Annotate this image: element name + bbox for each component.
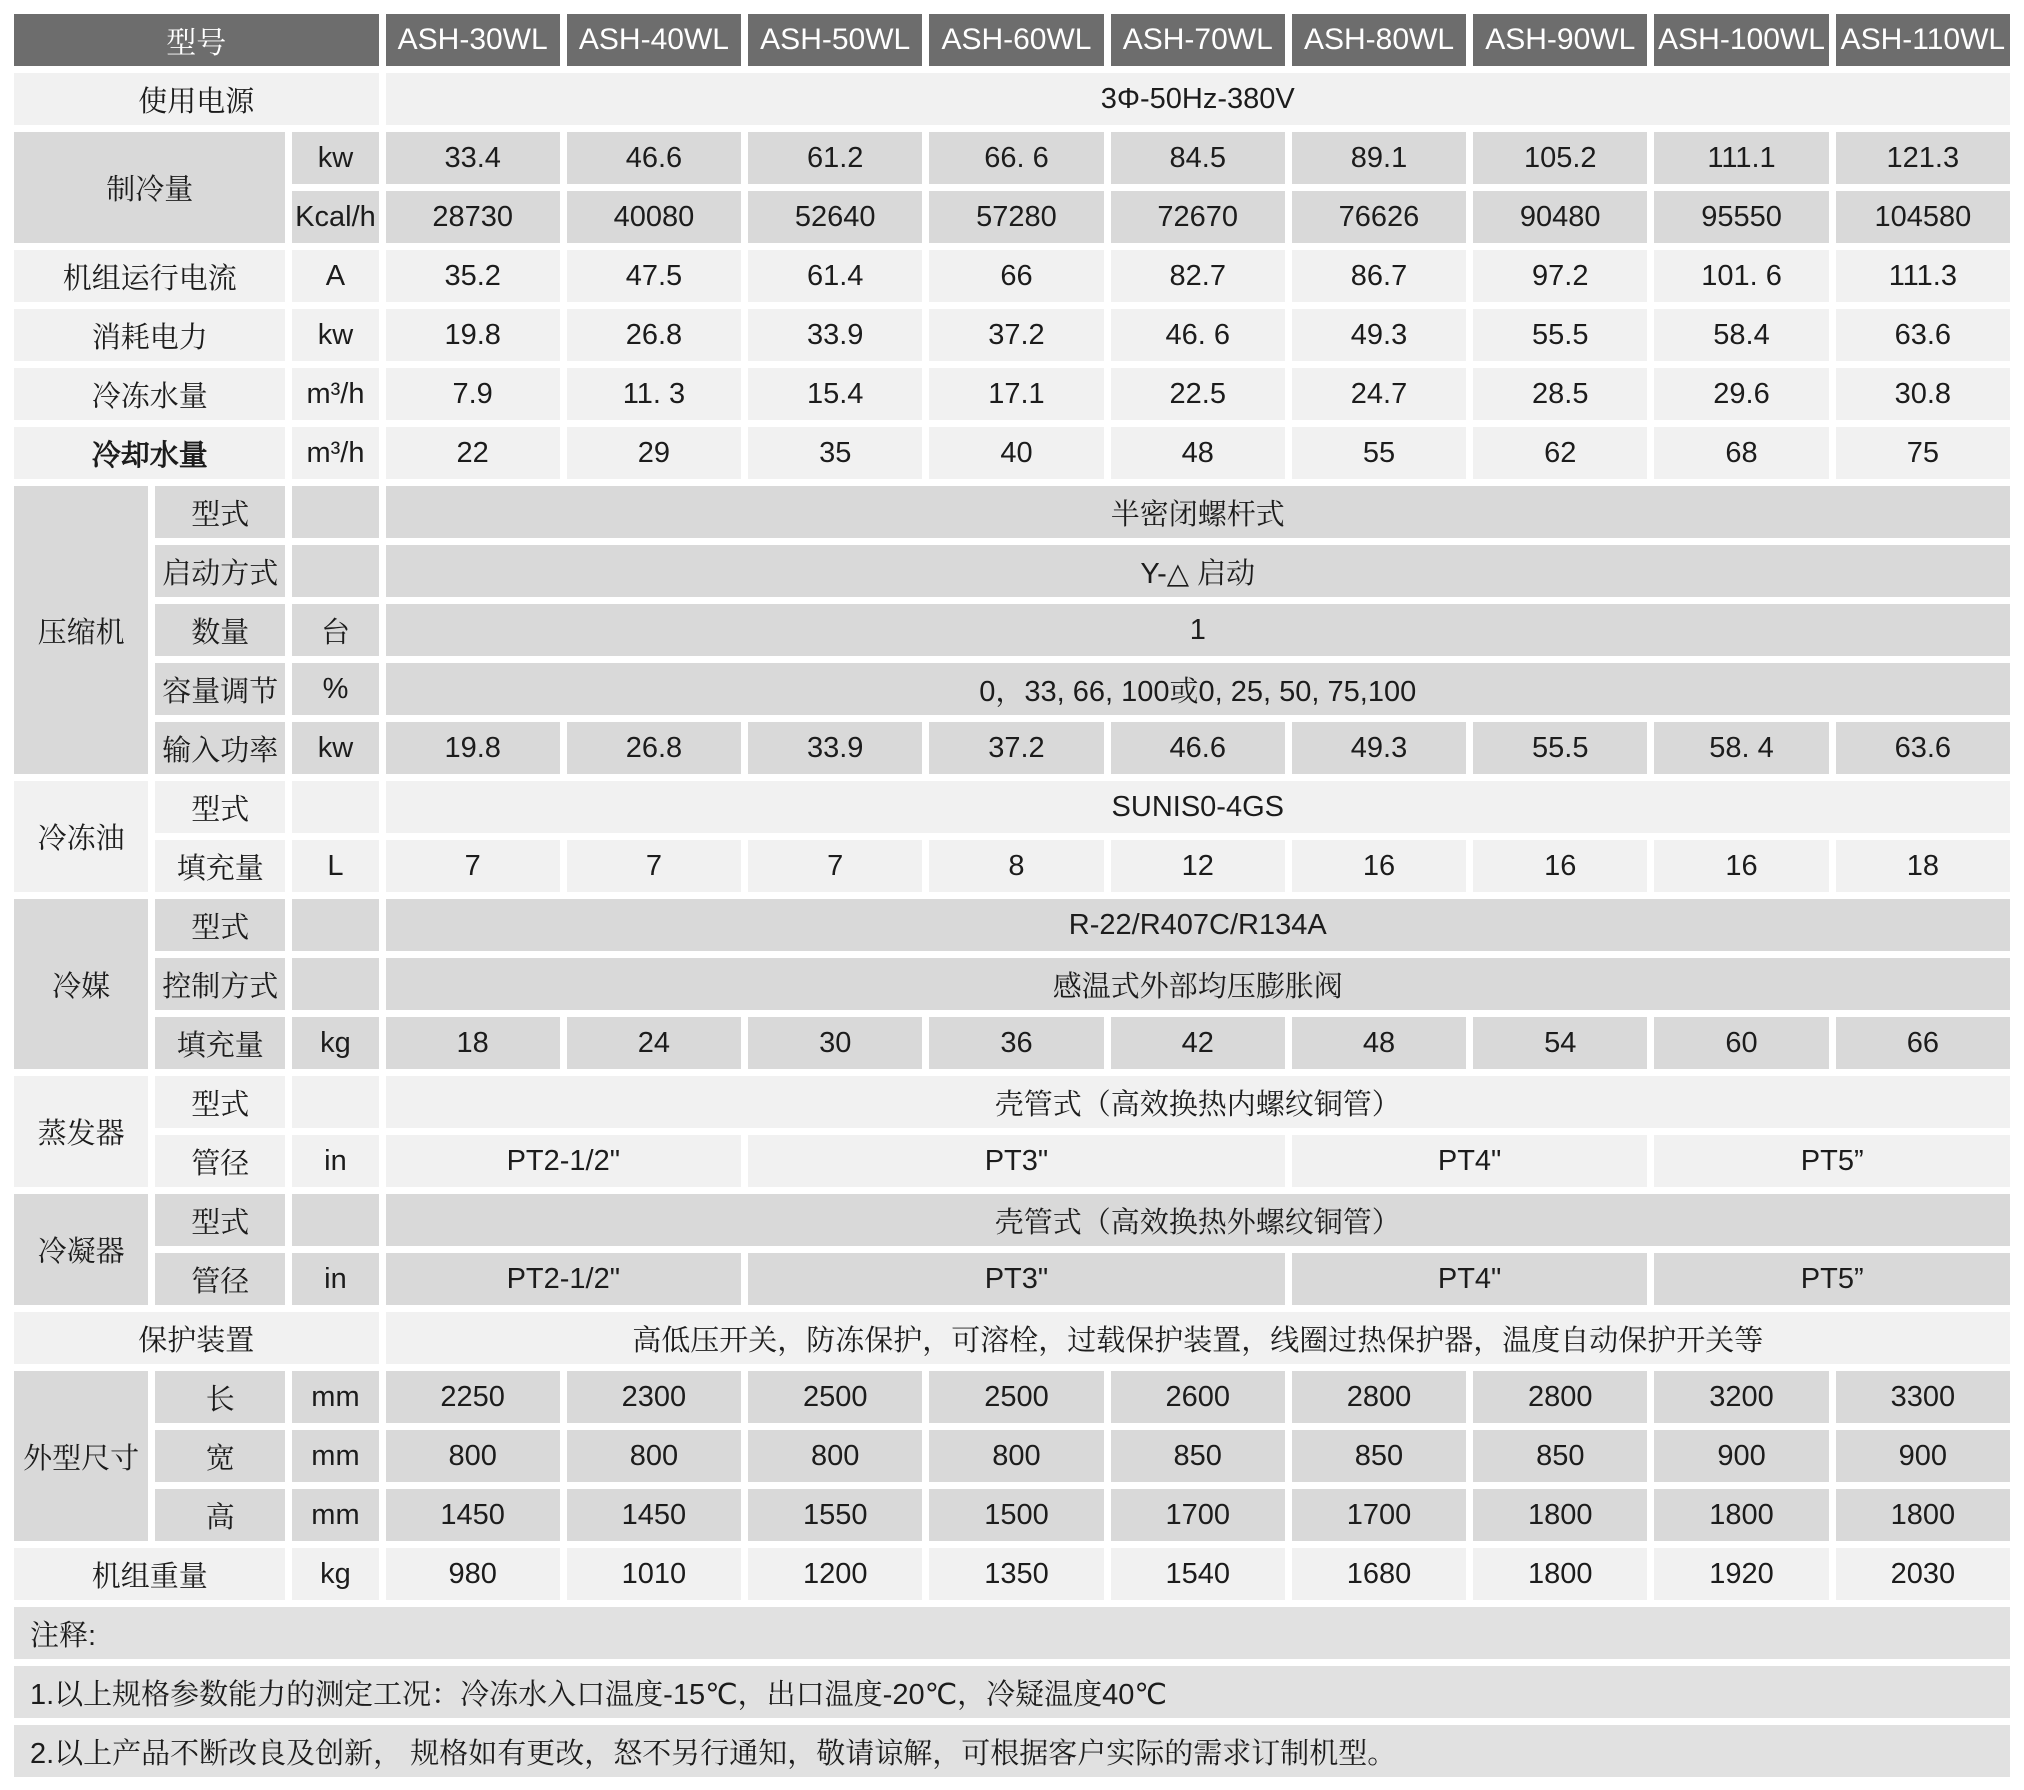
evaporator-row-0 — [14, 1076, 2010, 1128]
refrigeration-oil-unit-2 — [292, 781, 378, 833]
cooling-capacity-unit-0: Kcal/h — [292, 191, 378, 243]
cooling-water-flow-value-ash-110wl: 75 — [1836, 427, 2010, 479]
chilled-water-flow-value-ash-90wl: 28.5 — [1473, 368, 1647, 420]
cooling-capacity-value-ash-100wl: 95550 — [1654, 191, 1828, 243]
refrigerant-value-ash-100wl: 60 — [1654, 1017, 1828, 1069]
dimensions-value-ash-50wl: 2500 — [748, 1371, 922, 1423]
power-consumption-value-ash-50wl: 33.9 — [748, 309, 922, 361]
condenser-unit-1: in — [292, 1253, 378, 1305]
evaporator-label-0: 管径 — [155, 1135, 285, 1187]
dimensions-value-ash-30wl: 800 — [386, 1430, 560, 1482]
cooling-water-flow-value-ash-50wl: 35 — [748, 427, 922, 479]
cooling-capacity-value-ash-110wl: 121.3 — [1836, 132, 2010, 184]
compressor-value-ash-100wl: 58. 4 — [1654, 722, 1828, 774]
evaporator-value-5: PT5” — [1654, 1135, 2010, 1187]
dimensions-value-ash-40wl: 2300 — [567, 1371, 741, 1423]
running-current-value-ash-80wl: 86.7 — [1292, 250, 1466, 302]
dimensions-value-ash-90wl: 850 — [1473, 1430, 1647, 1482]
compressor-label-0: 容量调节 — [155, 663, 285, 715]
chilled-water-flow-value-ash-80wl: 24.7 — [1292, 368, 1466, 420]
cooling-water-flow-value-ash-40wl: 29 — [567, 427, 741, 479]
column-header-ash-70wl: ASH-70WL — [1111, 14, 1285, 66]
refrigeration-oil-value-ash-60wl: 8 — [929, 840, 1103, 892]
running-current-row-0 — [14, 250, 2010, 302]
refrigeration-oil-unit-1: L — [292, 840, 378, 892]
power-supply-value-1: 3Φ-50Hz-380V — [386, 73, 2010, 125]
unit-weight-value-ash-110wl: 2030 — [1836, 1548, 2010, 1600]
compressor-value-3: 半密闭螺杆式 — [386, 486, 2010, 538]
refrigeration-oil-value-ash-110wl: 18 — [1836, 840, 2010, 892]
refrigerant-label-1: 型式 — [155, 899, 285, 951]
dimensions-value-ash-80wl: 2800 — [1292, 1371, 1466, 1423]
compressor-unit-1 — [292, 545, 378, 597]
compressor-value-ash-80wl: 49.3 — [1292, 722, 1466, 774]
note-line-0: 注释: — [14, 1607, 2010, 1659]
compressor-value-ash-60wl: 37.2 — [929, 722, 1103, 774]
dimensions-value-ash-90wl: 2800 — [1473, 1371, 1647, 1423]
refrigeration-oil-value-ash-100wl: 16 — [1654, 840, 1828, 892]
refrigeration-oil-value-ash-80wl: 16 — [1292, 840, 1466, 892]
running-current-value-ash-100wl: 101. 6 — [1654, 250, 1828, 302]
condenser-label-0: 管径 — [155, 1253, 285, 1305]
chilled-water-flow-unit-1: m³/h — [292, 368, 378, 420]
dimensions-value-ash-70wl: 850 — [1111, 1430, 1285, 1482]
refrigerant-value-ash-30wl: 18 — [386, 1017, 560, 1069]
dimensions-value-ash-90wl: 1800 — [1473, 1489, 1647, 1541]
refrigeration-oil-value-3: SUNIS0-4GS — [386, 781, 2010, 833]
refrigerant-value-ash-80wl: 48 — [1292, 1017, 1466, 1069]
chilled-water-flow-label-0: 冷冻水量 — [14, 368, 285, 420]
dimensions-value-ash-50wl: 800 — [748, 1430, 922, 1482]
dimensions-value-ash-110wl: 1800 — [1836, 1489, 2010, 1541]
running-current-label-0: 机组运行电流 — [14, 250, 285, 302]
unit-weight-value-ash-40wl: 1010 — [567, 1548, 741, 1600]
cooling-water-flow-label-0: 冷却水量 — [14, 427, 285, 479]
chilled-water-flow-row-0 — [14, 368, 2010, 420]
spec-table — [7, 7, 2017, 1784]
power-consumption-unit-1: kw — [292, 309, 378, 361]
cooling-capacity-value-ash-40wl: 40080 — [567, 191, 741, 243]
compressor-value-2: 0，33, 66, 100或0, 25, 50, 75,100 — [386, 663, 2010, 715]
refrigeration-oil-row-0 — [14, 781, 2010, 833]
refrigerant-value-2: 感温式外部均压膨胀阀 — [386, 958, 2010, 1010]
dimensions-unit-2: mm — [292, 1371, 378, 1423]
power-consumption-value-ash-60wl: 37.2 — [929, 309, 1103, 361]
refrigerant-row-1 — [14, 958, 2010, 1010]
power-consumption-label-0: 消耗电力 — [14, 309, 285, 361]
unit-weight-value-ash-90wl: 1800 — [1473, 1548, 1647, 1600]
cooling-capacity-value-ash-80wl: 76626 — [1292, 191, 1466, 243]
column-header-ash-100wl: ASH-100WL — [1654, 14, 1828, 66]
compressor-row-3 — [14, 663, 2010, 715]
column-header-ash-60wl: ASH-60WL — [929, 14, 1103, 66]
note-line-1: 1.以上规格参数能力的测定工况：冷冻水入口温度-15℃，出口温度-20℃，冷疑温度40℃ — [14, 1666, 2010, 1718]
dimensions-value-ash-100wl: 1800 — [1654, 1489, 1828, 1541]
dimensions-value-ash-110wl: 3300 — [1836, 1371, 2010, 1423]
running-current-value-ash-110wl: 111.3 — [1836, 250, 2010, 302]
cooling-capacity-value-ash-110wl: 104580 — [1836, 191, 2010, 243]
cooling-capacity-value-ash-60wl: 57280 — [929, 191, 1103, 243]
cooling-capacity-unit-1: kw — [292, 132, 378, 184]
chilled-water-flow-value-ash-100wl: 29.6 — [1654, 368, 1828, 420]
power-consumption-value-ash-30wl: 19.8 — [386, 309, 560, 361]
refrigerant-value-ash-90wl: 54 — [1473, 1017, 1647, 1069]
power-consumption-value-ash-100wl: 58.4 — [1654, 309, 1828, 361]
refrigeration-oil-label-0: 填充量 — [155, 840, 285, 892]
compressor-group-0: 压缩机 — [14, 486, 148, 774]
running-current-value-ash-70wl: 82.7 — [1111, 250, 1285, 302]
column-header-ash-90wl: ASH-90WL — [1473, 14, 1647, 66]
refrigeration-oil-row-1 — [14, 840, 2010, 892]
cooling-capacity-value-ash-80wl: 89.1 — [1292, 132, 1466, 184]
cooling-capacity-value-ash-100wl: 111.1 — [1654, 132, 1828, 184]
column-header-ash-40wl: ASH-40WL — [567, 14, 741, 66]
dimensions-value-ash-50wl: 1550 — [748, 1489, 922, 1541]
condenser-value-3: 壳管式（高效换热外螺纹铜管） — [386, 1194, 2010, 1246]
compressor-value-ash-30wl: 19.8 — [386, 722, 560, 774]
condenser-label-1: 型式 — [155, 1194, 285, 1246]
unit-weight-value-ash-30wl: 980 — [386, 1548, 560, 1600]
unit-weight-value-ash-60wl: 1350 — [929, 1548, 1103, 1600]
refrigerant-value-3: R-22/R407C/R134A — [386, 899, 2010, 951]
compressor-row-4 — [14, 722, 2010, 774]
running-current-value-ash-30wl: 35.2 — [386, 250, 560, 302]
compressor-unit-1: % — [292, 663, 378, 715]
evaporator-row-1 — [14, 1135, 2010, 1187]
unit-weight-value-ash-70wl: 1540 — [1111, 1548, 1285, 1600]
cooling-water-flow-value-ash-80wl: 55 — [1292, 427, 1466, 479]
power-consumption-value-ash-70wl: 46. 6 — [1111, 309, 1285, 361]
dimensions-unit-1: mm — [292, 1430, 378, 1482]
refrigerant-value-ash-40wl: 24 — [567, 1017, 741, 1069]
cooling-water-flow-value-ash-90wl: 62 — [1473, 427, 1647, 479]
chilled-water-flow-value-ash-60wl: 17.1 — [929, 368, 1103, 420]
cooling-capacity-value-ash-60wl: 66. 6 — [929, 132, 1103, 184]
refrigerant-value-ash-50wl: 30 — [748, 1017, 922, 1069]
protection-devices-label-0: 保护装置 — [14, 1312, 379, 1364]
refrigerant-unit-1: kg — [292, 1017, 378, 1069]
power-supply-row-0 — [14, 73, 2010, 125]
evaporator-value-3: 壳管式（高效换热内螺纹铜管） — [386, 1076, 2010, 1128]
dimensions-value-ash-40wl: 800 — [567, 1430, 741, 1482]
compressor-value-ash-90wl: 55.5 — [1473, 722, 1647, 774]
dimensions-value-ash-70wl: 2600 — [1111, 1371, 1285, 1423]
compressor-value-ash-70wl: 46.6 — [1111, 722, 1285, 774]
condenser-value-5: PT5” — [1654, 1253, 2010, 1305]
dimensions-value-ash-40wl: 1450 — [567, 1489, 741, 1541]
refrigerant-value-ash-110wl: 66 — [1836, 1017, 2010, 1069]
compressor-row-2 — [14, 604, 2010, 656]
compressor-value-2: Y-△ 启动 — [386, 545, 2010, 597]
refrigerant-label-0: 控制方式 — [155, 958, 285, 1010]
cooling-capacity-value-ash-70wl: 84.5 — [1111, 132, 1285, 184]
condenser-unit-2 — [292, 1194, 378, 1246]
evaporator-unit-1: in — [292, 1135, 378, 1187]
condenser-value-3: PT3" — [748, 1253, 1285, 1305]
condenser-group-0: 冷凝器 — [14, 1194, 148, 1305]
refrigerant-value-ash-60wl: 36 — [929, 1017, 1103, 1069]
running-current-value-ash-90wl: 97.2 — [1473, 250, 1647, 302]
cooling-capacity-value-ash-40wl: 46.6 — [567, 132, 741, 184]
chilled-water-flow-value-ash-70wl: 22.5 — [1111, 368, 1285, 420]
column-header-ash-80wl: ASH-80WL — [1292, 14, 1466, 66]
unit-weight-label-0: 机组重量 — [14, 1548, 285, 1600]
condenser-row-0 — [14, 1194, 2010, 1246]
cooling-capacity-row-1 — [14, 191, 2010, 243]
dimensions-value-ash-110wl: 900 — [1836, 1430, 2010, 1482]
dimensions-value-ash-60wl: 1500 — [929, 1489, 1103, 1541]
dimensions-value-ash-60wl: 2500 — [929, 1371, 1103, 1423]
evaporator-label-1: 型式 — [155, 1076, 285, 1128]
cooling-capacity-value-ash-30wl: 28730 — [386, 191, 560, 243]
running-current-value-ash-60wl: 66 — [929, 250, 1103, 302]
cooling-capacity-row-0 — [14, 132, 2010, 184]
note-row-2 — [14, 1725, 2010, 1777]
compressor-unit-1: kw — [292, 722, 378, 774]
refrigerant-unit-1 — [292, 958, 378, 1010]
dimensions-label-1: 长 — [155, 1371, 285, 1423]
power-supply-label-0: 使用电源 — [14, 73, 379, 125]
refrigerant-label-0: 填充量 — [155, 1017, 285, 1069]
note-row-0 — [14, 1607, 2010, 1659]
refrigeration-oil-value-ash-40wl: 7 — [567, 840, 741, 892]
cooling-water-flow-value-ash-60wl: 40 — [929, 427, 1103, 479]
compressor-row-1 — [14, 545, 2010, 597]
cooling-water-flow-value-ash-30wl: 22 — [386, 427, 560, 479]
compressor-label-0: 输入功率 — [155, 722, 285, 774]
dimensions-label-0: 高 — [155, 1489, 285, 1541]
dimensions-value-ash-100wl: 900 — [1654, 1430, 1828, 1482]
protection-devices-row-0 — [14, 1312, 2010, 1364]
evaporator-group-0: 蒸发器 — [14, 1076, 148, 1187]
model-header-row — [14, 14, 2010, 66]
cooling-capacity-value-ash-70wl: 72670 — [1111, 191, 1285, 243]
refrigeration-oil-label-1: 型式 — [155, 781, 285, 833]
unit-weight-value-ash-100wl: 1920 — [1654, 1548, 1828, 1600]
refrigeration-oil-group-0: 冷冻油 — [14, 781, 148, 892]
dimensions-label-0: 宽 — [155, 1430, 285, 1482]
protection-devices-value-1: 高低压开关，防冻保护，可溶栓，过载保护装置，线圈过热保护器，温度自动保护开关等 — [386, 1312, 2010, 1364]
condenser-value-4: PT4" — [1292, 1253, 1648, 1305]
note-line-2: 2.以上产品不断改良及创新， 规格如有更改，怒不另行通知，敬请谅解，可根据客户实际的需求订制机型。 — [14, 1725, 2010, 1777]
chilled-water-flow-value-ash-40wl: 11. 3 — [567, 368, 741, 420]
compressor-unit-1: 台 — [292, 604, 378, 656]
evaporator-value-2: PT2-1/2" — [386, 1135, 742, 1187]
column-header-ash-30wl: ASH-30WL — [386, 14, 560, 66]
dimensions-value-ash-80wl: 1700 — [1292, 1489, 1466, 1541]
unit-weight-unit-1: kg — [292, 1548, 378, 1600]
cooling-capacity-label-0: 制冷量 — [14, 132, 285, 243]
chilled-water-flow-value-ash-30wl: 7.9 — [386, 368, 560, 420]
dimensions-unit-1: mm — [292, 1489, 378, 1541]
power-consumption-value-ash-90wl: 55.5 — [1473, 309, 1647, 361]
refrigerant-value-ash-70wl: 42 — [1111, 1017, 1285, 1069]
power-consumption-value-ash-40wl: 26.8 — [567, 309, 741, 361]
cooling-capacity-value-ash-50wl: 61.2 — [748, 132, 922, 184]
running-current-unit-1: A — [292, 250, 378, 302]
compressor-value-ash-110wl: 63.6 — [1836, 722, 2010, 774]
chilled-water-flow-value-ash-110wl: 30.8 — [1836, 368, 2010, 420]
unit-weight-value-ash-50wl: 1200 — [748, 1548, 922, 1600]
chilled-water-flow-value-ash-50wl: 15.4 — [748, 368, 922, 420]
power-consumption-value-ash-80wl: 49.3 — [1292, 309, 1466, 361]
compressor-unit-2 — [292, 486, 378, 538]
cooling-capacity-value-ash-90wl: 105.2 — [1473, 132, 1647, 184]
cooling-water-flow-row-0 — [14, 427, 2010, 479]
refrigerant-group-0: 冷媒 — [14, 899, 148, 1069]
refrigerant-row-2 — [14, 1017, 2010, 1069]
note-row-1 — [14, 1666, 2010, 1718]
running-current-value-ash-40wl: 47.5 — [567, 250, 741, 302]
column-header-ash-110wl: ASH-110WL — [1836, 14, 2010, 66]
running-current-value-ash-50wl: 61.4 — [748, 250, 922, 302]
refrigeration-oil-value-ash-50wl: 7 — [748, 840, 922, 892]
compressor-label-0: 数量 — [155, 604, 285, 656]
compressor-label-0: 启动方式 — [155, 545, 285, 597]
dimensions-row-2 — [14, 1489, 2010, 1541]
evaporator-value-4: PT4" — [1292, 1135, 1648, 1187]
refrigerant-row-0 — [14, 899, 2010, 951]
compressor-label-1: 型式 — [155, 486, 285, 538]
condenser-value-2: PT2-1/2" — [386, 1253, 742, 1305]
compressor-row-0 — [14, 486, 2010, 538]
spec-table-body — [14, 14, 2010, 1777]
model-header-label: 型号 — [14, 14, 379, 66]
cooling-capacity-value-ash-50wl: 52640 — [748, 191, 922, 243]
cooling-water-flow-value-ash-70wl: 48 — [1111, 427, 1285, 479]
cooling-capacity-value-ash-90wl: 90480 — [1473, 191, 1647, 243]
refrigeration-oil-value-ash-90wl: 16 — [1473, 840, 1647, 892]
refrigeration-oil-value-ash-30wl: 7 — [386, 840, 560, 892]
dimensions-value-ash-80wl: 850 — [1292, 1430, 1466, 1482]
refrigeration-oil-value-ash-70wl: 12 — [1111, 840, 1285, 892]
column-header-ash-50wl: ASH-50WL — [748, 14, 922, 66]
compressor-value-ash-40wl: 26.8 — [567, 722, 741, 774]
unit-weight-value-ash-80wl: 1680 — [1292, 1548, 1466, 1600]
power-consumption-row-0 — [14, 309, 2010, 361]
dimensions-value-ash-60wl: 800 — [929, 1430, 1103, 1482]
cooling-capacity-value-ash-30wl: 33.4 — [386, 132, 560, 184]
compressor-value-ash-50wl: 33.9 — [748, 722, 922, 774]
dimensions-value-ash-30wl: 1450 — [386, 1489, 560, 1541]
refrigerant-unit-2 — [292, 899, 378, 951]
cooling-water-flow-unit-1: m³/h — [292, 427, 378, 479]
dimensions-value-ash-100wl: 3200 — [1654, 1371, 1828, 1423]
dimensions-value-ash-30wl: 2250 — [386, 1371, 560, 1423]
dimensions-group-0: 外型尺寸 — [14, 1371, 148, 1541]
unit-weight-row-0 — [14, 1548, 2010, 1600]
dimensions-row-0 — [14, 1371, 2010, 1423]
evaporator-unit-2 — [292, 1076, 378, 1128]
dimensions-row-1 — [14, 1430, 2010, 1482]
dimensions-value-ash-70wl: 1700 — [1111, 1489, 1285, 1541]
compressor-value-2: 1 — [386, 604, 2010, 656]
cooling-water-flow-value-ash-100wl: 68 — [1654, 427, 1828, 479]
power-consumption-value-ash-110wl: 63.6 — [1836, 309, 2010, 361]
evaporator-value-3: PT3" — [748, 1135, 1285, 1187]
condenser-row-1 — [14, 1253, 2010, 1305]
